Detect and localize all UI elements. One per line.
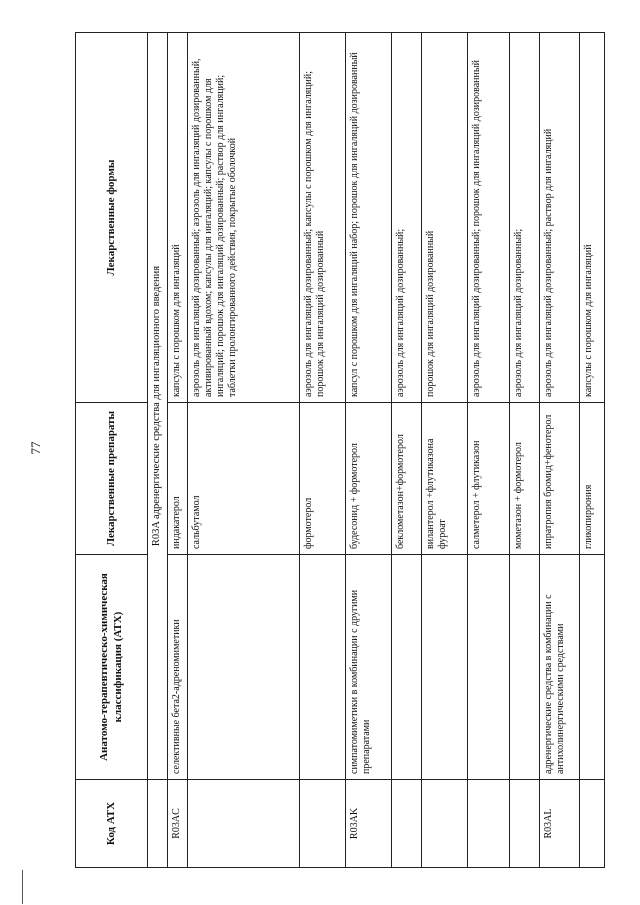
forms-cell: аэрозоль для ингаляций дозированный; раствор для ингаляций (539, 33, 579, 403)
forms-cell: аэрозоль для ингаляций дозированный; аэрозоль для ингаляций дозированный, активированный вдохом; капсулы для ингаляций; капсулы с порошком для ингаляций; порошок для ингаляций дозированный; раствор для ингаляций; таблетки пролонгированного действия, покрытые оболочкой (187, 33, 299, 403)
classification-cell: адренергические средства в комбинации с антихолинергическими средствами (539, 555, 579, 780)
drug-cell: салметерол + флутиказон (467, 403, 509, 555)
classification-cell: селективные бета2-адреномиметики (167, 555, 187, 780)
classification-cell (391, 555, 421, 780)
table-row (391, 33, 421, 868)
code-cell: R03AC (167, 780, 187, 868)
table-row (167, 33, 187, 868)
table-row (187, 33, 299, 868)
code-cell (467, 780, 509, 868)
code-cell (391, 780, 421, 868)
classification-cell (509, 555, 539, 780)
drug-cell: вилантерол +флутиказона фуроат (421, 403, 467, 555)
page-number: 77 (28, 441, 43, 455)
drug-cell: мометазон + формотерол (509, 403, 539, 555)
group-row-spacer (148, 780, 168, 868)
classification-cell (299, 555, 345, 780)
table-row (299, 33, 345, 868)
table-row (539, 33, 579, 868)
classification-cell (579, 555, 604, 780)
footer-divider (22, 870, 23, 904)
code-cell (421, 780, 467, 868)
drug-cell: формотерол (299, 403, 345, 555)
header-classification: Анатомо-терапевтическо-химическая классификация (АТХ) (76, 555, 148, 780)
classification-cell (187, 555, 299, 780)
table-row (509, 33, 539, 868)
group-row (148, 33, 168, 868)
drug-cell: беклометазон+формотерол (391, 403, 421, 555)
drug-cell: индакатерол (167, 403, 187, 555)
table-row (421, 33, 467, 868)
code-cell (187, 780, 299, 868)
group-row-label: R03A адренергические средства для ингаляционного введения (148, 33, 168, 780)
drug-cell: будесонид + формотерол (345, 403, 391, 555)
atx-table (75, 32, 605, 868)
forms-cell: капсулы с порошком для ингаляций (579, 33, 604, 403)
forms-cell: капсул с порошком для ингаляций набор; порошок для ингаляций дозированный (345, 33, 391, 403)
rotated-table-container (75, 33, 602, 868)
code-cell: R03AL (539, 780, 579, 868)
forms-cell: порошок для ингаляций дозированный (421, 33, 467, 403)
drug-cell: сальбутамол (187, 403, 299, 555)
forms-cell: аэрозоль для ингаляций дозированный; (391, 33, 421, 403)
code-cell (299, 780, 345, 868)
forms-cell: аэрозоль для ингаляций дозированный; (509, 33, 539, 403)
forms-cell: капсулы с порошком для ингаляций (167, 33, 187, 403)
header-forms: Лекарственные формы (76, 33, 148, 403)
drug-cell: гликопиррония (579, 403, 604, 555)
header-code: Код АТХ (76, 780, 148, 868)
classification-cell (467, 555, 509, 780)
forms-cell: аэрозоль для ингаляций дозированный; капсулы с порошком для ингаляций; порошок для ингаляций дозированный (299, 33, 345, 403)
classification-cell (421, 555, 467, 780)
table-row (467, 33, 509, 868)
drug-cell: ипратропия бромид+фенотерол (539, 403, 579, 555)
table-row (345, 33, 391, 868)
table-header-row (76, 33, 148, 868)
classification-cell: симпатомиметики в комбинации с другими препаратами (345, 555, 391, 780)
table-row (579, 33, 604, 868)
code-cell (509, 780, 539, 868)
code-cell: R03AK (345, 780, 391, 868)
forms-cell: аэрозоль для ингаляций дозированный; порошок для ингаляций дозированный (467, 33, 509, 403)
code-cell (579, 780, 604, 868)
header-drugs: Лекарственные препараты (76, 403, 148, 555)
